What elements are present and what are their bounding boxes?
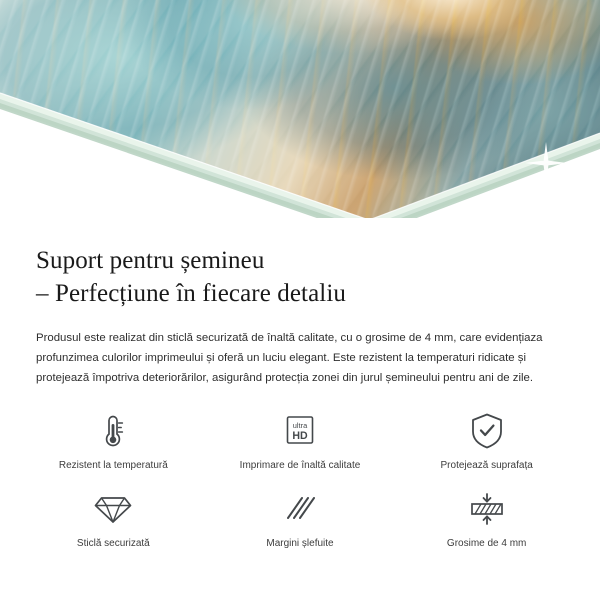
feature-label: Grosime de 4 mm <box>446 538 527 549</box>
text-content <box>0 244 600 388</box>
svg-text:ultra: ultra <box>292 421 308 431</box>
feature-item-temperature <box>20 410 207 472</box>
thickness-4mm-icon <box>460 488 514 530</box>
feature-label: Protejează suprafața <box>440 460 533 471</box>
diamond-icon <box>86 488 140 530</box>
headline-line-2: – Perfecțiune în fiecare detaliu <box>36 280 346 307</box>
feature-label: Imprimare de înaltă calitate <box>239 460 361 471</box>
svg-text:HD: HD <box>292 430 308 442</box>
shield-check-icon <box>460 410 514 452</box>
feature-item-polished-edges <box>207 488 394 550</box>
headline-line-1: Suport pentru șemineu <box>36 247 265 274</box>
feature-grid <box>0 410 600 550</box>
description-paragraph: Produsul este realizat din sticlă securizată de înaltă calitate, cu o grosime de 4 mm, care evidențiaza profunzimea culorilor imprimeului și oferă un luciu elegant. Este rezistent la temperaturi ridicate și protejează împotriva deteriorărilor, asigurând protecția zonei din jurul șemineului pentru ani de zile. <box>36 332 543 384</box>
feature-item-thickness <box>393 488 580 550</box>
page-title <box>36 244 564 310</box>
feature-label: Sticlă securizată <box>76 538 150 549</box>
feature-label: Rezistent la temperatură <box>58 460 168 471</box>
feature-item-surface-protection <box>393 410 580 472</box>
sparkle-icon-small <box>556 170 582 196</box>
ultra-hd-icon <box>273 410 327 452</box>
polished-edges-icon <box>273 488 327 530</box>
feature-item-tempered-glass <box>20 488 207 550</box>
marble-print-artwork <box>0 0 600 218</box>
feature-item-print-quality <box>207 410 394 472</box>
hero-image <box>0 0 600 218</box>
thermometer-icon <box>86 410 140 452</box>
feature-label: Margini șlefuite <box>266 538 334 549</box>
